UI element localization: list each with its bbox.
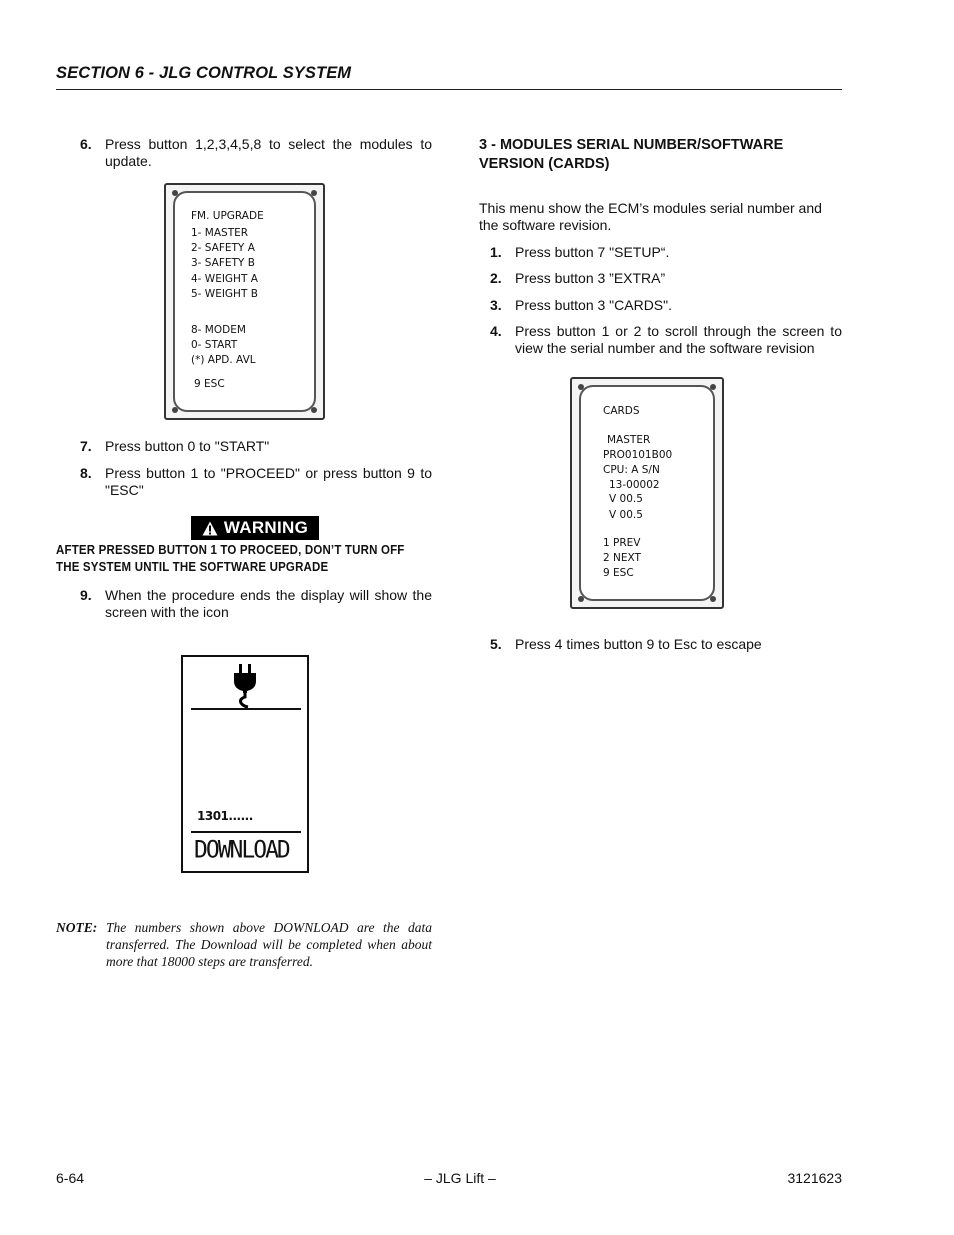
warning-label: WARNING	[223, 518, 309, 537]
section-title: SECTION 6 - JLG CONTROL SYSTEM	[56, 64, 352, 82]
step-number: 7.	[80, 438, 92, 454]
screen-line: (*) APD. AVL	[191, 354, 256, 366]
screen-line: MASTER	[607, 434, 651, 446]
download-counter: 1301......	[197, 809, 253, 823]
plug-icon	[230, 664, 260, 710]
screen-line: V 00.5	[609, 493, 643, 505]
section-heading: 3 - MODULES SERIAL NUMBER/SOFTWARE VERSION (CARDS)	[479, 137, 784, 172]
screen-line: 9 ESC	[194, 378, 225, 390]
screen-line: PRO0101B00	[603, 449, 673, 461]
screen-line: 1- MASTER	[191, 227, 249, 239]
download-screen	[181, 655, 309, 873]
document-number: 3121623	[787, 1170, 842, 1186]
warning-triangle-icon	[202, 521, 218, 536]
screen-line: 2- SAFETY A	[191, 242, 255, 254]
screen-line: CPU: A S/N	[603, 464, 660, 476]
step-3	[490, 297, 842, 314]
step-text: Press button 3 ”EXTRA”	[515, 270, 666, 286]
warning-message: AFTER PRESSED BUTTON 1 TO PROCEED, DON’T TURN OFF THE SYSTEM UNTIL THE SOFTWARE UPGRADE	[56, 543, 405, 574]
step-text: Press button 7 "SETUP“.	[515, 244, 670, 260]
screen-line: V 00.5	[609, 509, 643, 521]
step-text: When the procedure ends the display will show the screen with the icon	[105, 587, 432, 620]
step-4	[490, 323, 842, 357]
screen-divider	[191, 708, 301, 710]
step-text: Press button 1 to "PROCEED" or press button 9 to "ESC"	[105, 465, 432, 498]
step-number: 6.	[80, 136, 92, 152]
screen-line: FM. UPGRADE	[191, 210, 264, 222]
step-text: Press button 3 "CARDS".	[515, 297, 673, 313]
step-number: 2.	[490, 270, 502, 286]
screen-line: CARDS	[603, 405, 640, 417]
step-number: 8.	[80, 465, 92, 481]
fm-upgrade-screen	[164, 183, 325, 420]
bezel-corner	[172, 407, 178, 413]
note-label: NOTE:	[56, 920, 98, 935]
screen-line: 8- MODEM	[191, 324, 246, 336]
screen-line: 1 PREV	[603, 537, 641, 549]
step-7	[80, 438, 432, 455]
step-text: Press button 0 to "START"	[105, 438, 270, 454]
step-9	[80, 587, 432, 621]
step-text: Press button 1,2,3,4,5,8 to select the modules to update.	[105, 136, 432, 169]
step-8	[80, 465, 432, 499]
bezel-corner	[710, 596, 716, 602]
bezel-corner	[710, 384, 716, 390]
screen-line: 4- WEIGHT A	[191, 273, 258, 285]
screen-line: 9 ESC	[603, 567, 634, 579]
step-1	[490, 244, 842, 261]
page-number: 6-64	[56, 1170, 85, 1186]
step-number: 9.	[80, 587, 92, 603]
step-number: 5.	[490, 636, 502, 652]
step-6	[80, 136, 432, 170]
bezel-corner	[578, 384, 584, 390]
cards-screen	[570, 377, 724, 609]
step-5	[490, 636, 842, 653]
intro-paragraph: This menu show the ECM’s modules serial number and the software revision.	[479, 200, 822, 233]
screen-line: 13-00002	[609, 479, 660, 491]
screen-line: 2 NEXT	[603, 552, 641, 564]
header-divider	[56, 89, 842, 90]
bezel-corner	[172, 190, 178, 196]
step-2	[490, 270, 842, 287]
screen-line: 3- SAFETY B	[191, 257, 255, 269]
bezel-corner	[311, 190, 317, 196]
note	[56, 919, 434, 971]
download-label: DOWNLOAD	[194, 836, 289, 864]
bezel-corner	[311, 407, 317, 413]
step-text: Press button 1 or 2 to scroll through the screen to view the serial number and the software revision	[515, 323, 842, 356]
step-number: 3.	[490, 297, 502, 313]
warning-banner	[191, 516, 319, 540]
footer-center: – JLG Lift –	[424, 1170, 496, 1186]
screen-bezel	[579, 385, 715, 601]
screen-line: 0- START	[191, 339, 238, 351]
step-number: 1.	[490, 244, 502, 260]
step-text: Press 4 times button 9 to Esc to escape	[515, 636, 762, 652]
note-text: The numbers shown above DOWNLOAD are the data transferred. The Download will be completed when about more that 18000 steps are transferred.	[106, 920, 432, 969]
bezel-corner	[578, 596, 584, 602]
screen-line: 5- WEIGHT B	[191, 288, 258, 300]
step-number: 4.	[490, 323, 502, 339]
screen-divider	[191, 831, 301, 833]
